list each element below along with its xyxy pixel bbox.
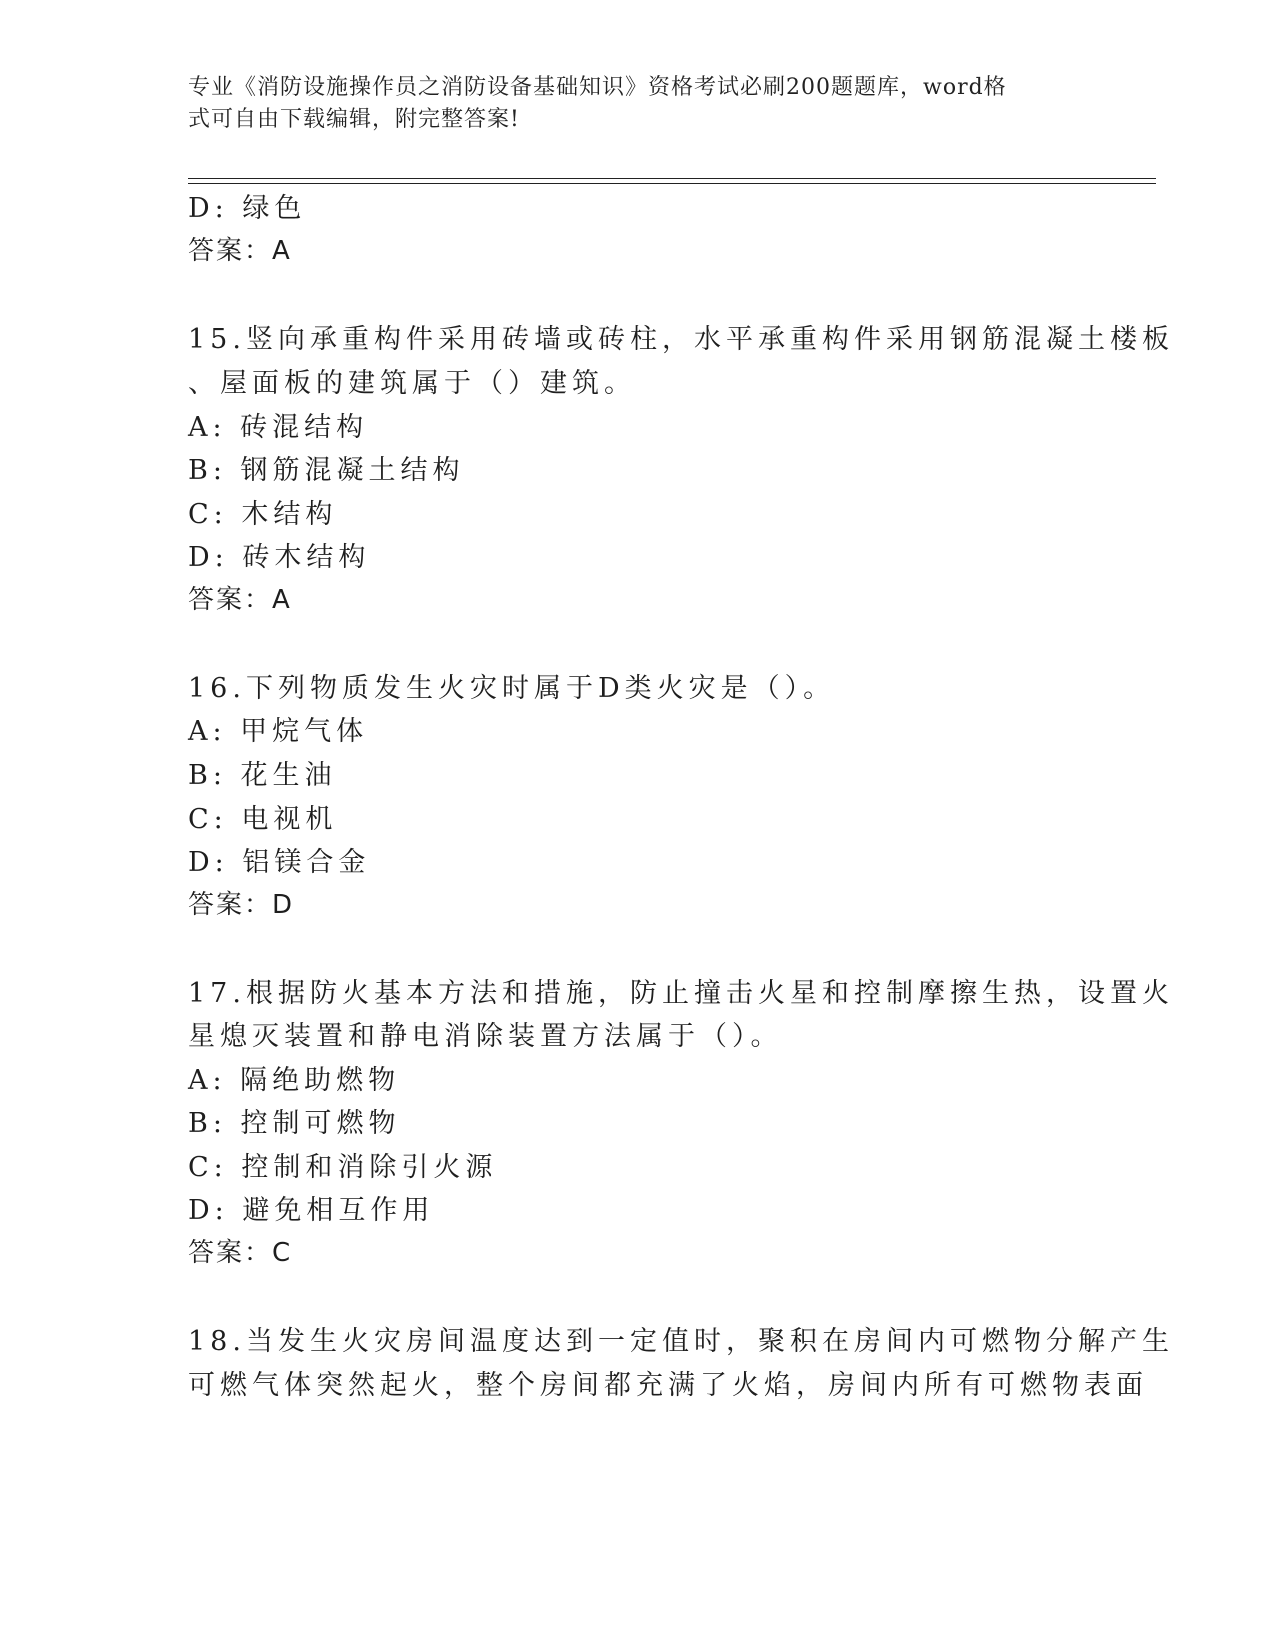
q15-option-a: A: 砖混结构 — [188, 412, 369, 443]
q16-option-c: C: 电视机 — [188, 804, 338, 835]
q17-option-c: C: 控制和消除引火源 — [188, 1152, 498, 1183]
q17-stem-line-2: 星熄灭装置和静电消除装置方法属于（）。 — [188, 1021, 783, 1052]
document-header — [188, 72, 1088, 136]
q18-stem-line-2: 可燃气体突然起火，整个房间都充满了火焰，房间内所有可燃物表面 — [188, 1370, 1148, 1401]
q17-option-d: D: 避免相互作用 — [188, 1195, 435, 1226]
header-divider-top — [188, 178, 1156, 179]
header-line-1: 专业《消防设施操作员之消防设备基础知识》资格考试必刷200题题库，word格 — [188, 75, 1007, 100]
q16-option-d: D: 铝镁合金 — [188, 847, 371, 878]
q15-answer: 答案：A — [188, 585, 292, 615]
q17-option-b: B: 控制可燃物 — [188, 1108, 401, 1139]
q15-option-c: C: 木结构 — [188, 499, 338, 530]
prev-answer: 答案：A — [188, 236, 292, 266]
q15-stem-line-1: 15.竖向承重构件采用砖墙或砖柱，水平承重构件采用钢筋混凝土楼板 — [188, 324, 1174, 355]
q17-stem-line-1: 17.根据防火基本方法和措施，防止撞击火星和控制摩擦生热，设置火 — [188, 978, 1174, 1009]
prev-option-d: D: 绿色 — [188, 193, 307, 224]
q16-option-b: B: 花生油 — [188, 760, 337, 791]
q16-option-a: A: 甲烷气体 — [188, 716, 369, 747]
header-divider-bottom — [188, 183, 1156, 184]
q17-answer: 答案：C — [188, 1238, 293, 1268]
header-line-2: 式可自由下载编辑，附完整答案! — [188, 107, 520, 132]
q15-option-b: B: 钢筋混凝土结构 — [188, 455, 465, 486]
q16-answer: 答案：D — [188, 890, 295, 920]
q15-stem-line-2: 、屋面板的建筑属于（）建筑。 — [188, 368, 636, 399]
q18-stem-line-1: 18.当发生火灾房间温度达到一定值时，聚积在房间内可燃物分解产生 — [188, 1326, 1174, 1357]
q15-option-d: D: 砖木结构 — [188, 542, 371, 573]
q16-stem-line-1: 16.下列物质发生火灾时属于D类火灾是（）。 — [188, 673, 836, 704]
q17-option-a: A: 隔绝助燃物 — [188, 1065, 401, 1096]
